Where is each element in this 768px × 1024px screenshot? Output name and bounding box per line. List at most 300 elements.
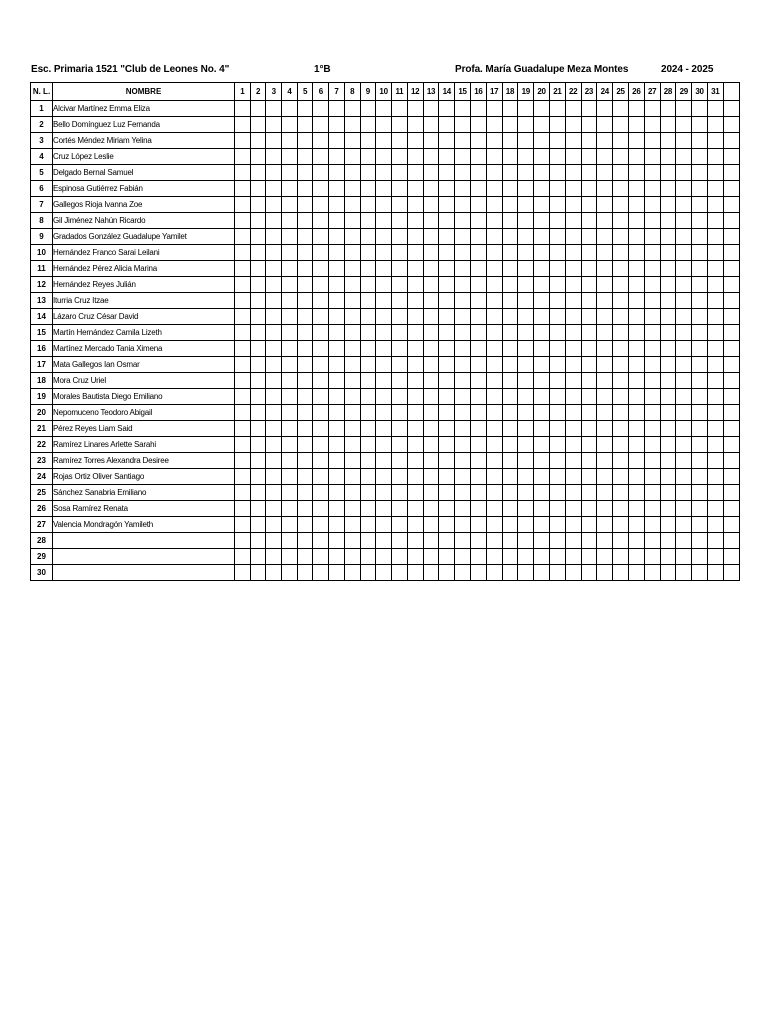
attendance-cell[interactable] xyxy=(313,245,329,261)
attendance-cell[interactable] xyxy=(455,277,471,293)
attendance-cell[interactable] xyxy=(250,549,266,565)
attendance-cell[interactable] xyxy=(597,133,613,149)
attendance-cell[interactable] xyxy=(455,309,471,325)
attendance-cell[interactable] xyxy=(470,565,486,581)
attendance-cell[interactable] xyxy=(676,533,692,549)
attendance-cell[interactable] xyxy=(676,341,692,357)
attendance-cell[interactable] xyxy=(376,165,392,181)
attendance-cell[interactable] xyxy=(235,133,251,149)
attendance-cell[interactable] xyxy=(565,517,581,533)
attendance-cell[interactable] xyxy=(439,517,455,533)
attendance-cell[interactable] xyxy=(518,277,534,293)
attendance-cell[interactable] xyxy=(628,309,644,325)
attendance-cell[interactable] xyxy=(250,469,266,485)
attendance-cell[interactable] xyxy=(250,133,266,149)
attendance-cell[interactable] xyxy=(266,533,282,549)
attendance-cell[interactable] xyxy=(360,421,376,437)
attendance-cell[interactable] xyxy=(439,549,455,565)
attendance-cell[interactable] xyxy=(723,469,739,485)
attendance-cell[interactable] xyxy=(344,149,360,165)
attendance-cell[interactable] xyxy=(565,373,581,389)
attendance-cell[interactable] xyxy=(407,533,423,549)
attendance-cell[interactable] xyxy=(692,549,708,565)
attendance-cell[interactable] xyxy=(597,197,613,213)
attendance-cell[interactable] xyxy=(534,293,550,309)
attendance-cell[interactable] xyxy=(470,149,486,165)
attendance-cell[interactable] xyxy=(360,261,376,277)
attendance-cell[interactable] xyxy=(329,149,345,165)
attendance-cell[interactable] xyxy=(723,309,739,325)
attendance-cell[interactable] xyxy=(660,277,676,293)
attendance-cell[interactable] xyxy=(455,405,471,421)
attendance-cell[interactable] xyxy=(692,357,708,373)
attendance-cell[interactable] xyxy=(692,117,708,133)
attendance-cell[interactable] xyxy=(565,341,581,357)
attendance-cell[interactable] xyxy=(534,117,550,133)
attendance-cell[interactable] xyxy=(644,277,660,293)
attendance-cell[interactable] xyxy=(266,101,282,117)
attendance-cell[interactable] xyxy=(455,149,471,165)
attendance-cell[interactable] xyxy=(692,165,708,181)
attendance-cell[interactable] xyxy=(376,485,392,501)
student-name[interactable]: Cortés Méndez Miriam Yelina xyxy=(53,133,235,149)
attendance-cell[interactable] xyxy=(344,293,360,309)
attendance-cell[interactable] xyxy=(250,533,266,549)
attendance-cell[interactable] xyxy=(549,453,565,469)
attendance-cell[interactable] xyxy=(282,133,298,149)
attendance-cell[interactable] xyxy=(581,133,597,149)
attendance-cell[interactable] xyxy=(676,101,692,117)
attendance-cell[interactable] xyxy=(518,533,534,549)
attendance-cell[interactable] xyxy=(344,341,360,357)
attendance-cell[interactable] xyxy=(376,197,392,213)
attendance-cell[interactable] xyxy=(581,341,597,357)
attendance-cell[interactable] xyxy=(613,549,629,565)
attendance-cell[interactable] xyxy=(707,501,723,517)
attendance-cell[interactable] xyxy=(297,341,313,357)
attendance-cell[interactable] xyxy=(329,501,345,517)
attendance-cell[interactable] xyxy=(660,517,676,533)
attendance-cell[interactable] xyxy=(692,405,708,421)
attendance-cell[interactable] xyxy=(455,165,471,181)
attendance-cell[interactable] xyxy=(676,277,692,293)
attendance-cell[interactable] xyxy=(613,533,629,549)
attendance-cell[interactable] xyxy=(376,133,392,149)
attendance-cell[interactable] xyxy=(660,357,676,373)
attendance-cell[interactable] xyxy=(266,501,282,517)
attendance-cell[interactable] xyxy=(391,101,407,117)
attendance-cell[interactable] xyxy=(250,565,266,581)
attendance-cell[interactable] xyxy=(470,277,486,293)
attendance-cell[interactable] xyxy=(707,469,723,485)
attendance-cell[interactable] xyxy=(692,149,708,165)
attendance-cell[interactable] xyxy=(518,245,534,261)
attendance-cell[interactable] xyxy=(313,437,329,453)
attendance-cell[interactable] xyxy=(692,197,708,213)
attendance-cell[interactable] xyxy=(549,197,565,213)
attendance-cell[interactable] xyxy=(549,181,565,197)
attendance-cell[interactable] xyxy=(597,565,613,581)
attendance-cell[interactable] xyxy=(486,165,502,181)
attendance-cell[interactable] xyxy=(391,181,407,197)
attendance-cell[interactable] xyxy=(313,501,329,517)
attendance-cell[interactable] xyxy=(250,453,266,469)
attendance-cell[interactable] xyxy=(407,389,423,405)
attendance-cell[interactable] xyxy=(581,469,597,485)
attendance-cell[interactable] xyxy=(470,421,486,437)
attendance-cell[interactable] xyxy=(282,229,298,245)
attendance-cell[interactable] xyxy=(723,245,739,261)
attendance-cell[interactable] xyxy=(297,389,313,405)
attendance-cell[interactable] xyxy=(707,565,723,581)
attendance-cell[interactable] xyxy=(329,405,345,421)
attendance-cell[interactable] xyxy=(344,485,360,501)
attendance-cell[interactable] xyxy=(581,533,597,549)
attendance-cell[interactable] xyxy=(250,197,266,213)
attendance-cell[interactable] xyxy=(628,357,644,373)
attendance-cell[interactable] xyxy=(391,453,407,469)
attendance-cell[interactable] xyxy=(486,293,502,309)
attendance-cell[interactable] xyxy=(235,533,251,549)
attendance-cell[interactable] xyxy=(313,165,329,181)
attendance-cell[interactable] xyxy=(313,421,329,437)
student-name[interactable]: Gil Jiménez Nahún Ricardo xyxy=(53,213,235,229)
attendance-cell[interactable] xyxy=(581,325,597,341)
attendance-cell[interactable] xyxy=(549,533,565,549)
attendance-cell[interactable] xyxy=(707,149,723,165)
attendance-cell[interactable] xyxy=(329,309,345,325)
attendance-cell[interactable] xyxy=(565,181,581,197)
attendance-cell[interactable] xyxy=(297,229,313,245)
attendance-cell[interactable] xyxy=(439,229,455,245)
attendance-cell[interactable] xyxy=(518,357,534,373)
attendance-cell[interactable] xyxy=(613,277,629,293)
attendance-cell[interactable] xyxy=(707,549,723,565)
attendance-cell[interactable] xyxy=(486,213,502,229)
attendance-cell[interactable] xyxy=(644,341,660,357)
student-name[interactable]: Hernández Pérez Alicia Marina xyxy=(53,261,235,277)
attendance-cell[interactable] xyxy=(329,277,345,293)
attendance-cell[interactable] xyxy=(344,325,360,341)
attendance-cell[interactable] xyxy=(723,517,739,533)
attendance-cell[interactable] xyxy=(628,517,644,533)
attendance-cell[interactable] xyxy=(455,245,471,261)
attendance-cell[interactable] xyxy=(250,293,266,309)
attendance-cell[interactable] xyxy=(360,501,376,517)
attendance-cell[interactable] xyxy=(235,165,251,181)
attendance-cell[interactable] xyxy=(455,181,471,197)
attendance-cell[interactable] xyxy=(313,261,329,277)
attendance-cell[interactable] xyxy=(692,277,708,293)
attendance-cell[interactable] xyxy=(266,197,282,213)
attendance-cell[interactable] xyxy=(423,277,439,293)
attendance-cell[interactable] xyxy=(235,565,251,581)
attendance-cell[interactable] xyxy=(565,101,581,117)
attendance-cell[interactable] xyxy=(613,133,629,149)
attendance-cell[interactable] xyxy=(723,421,739,437)
attendance-cell[interactable] xyxy=(534,261,550,277)
attendance-cell[interactable] xyxy=(486,421,502,437)
attendance-cell[interactable] xyxy=(376,341,392,357)
attendance-cell[interactable] xyxy=(470,533,486,549)
attendance-cell[interactable] xyxy=(470,261,486,277)
attendance-cell[interactable] xyxy=(282,469,298,485)
attendance-cell[interactable] xyxy=(644,293,660,309)
attendance-cell[interactable] xyxy=(723,213,739,229)
attendance-cell[interactable] xyxy=(628,469,644,485)
attendance-cell[interactable] xyxy=(660,373,676,389)
attendance-cell[interactable] xyxy=(423,229,439,245)
attendance-cell[interactable] xyxy=(376,325,392,341)
attendance-cell[interactable] xyxy=(297,469,313,485)
attendance-cell[interactable] xyxy=(707,117,723,133)
attendance-cell[interactable] xyxy=(391,485,407,501)
attendance-cell[interactable] xyxy=(407,309,423,325)
attendance-cell[interactable] xyxy=(613,485,629,501)
attendance-cell[interactable] xyxy=(439,373,455,389)
attendance-cell[interactable] xyxy=(282,309,298,325)
student-name[interactable]: Bello Domínguez Luz Fernanda xyxy=(53,117,235,133)
attendance-cell[interactable] xyxy=(534,565,550,581)
attendance-cell[interactable] xyxy=(297,293,313,309)
attendance-cell[interactable] xyxy=(391,389,407,405)
attendance-cell[interactable] xyxy=(439,213,455,229)
attendance-cell[interactable] xyxy=(360,565,376,581)
attendance-cell[interactable] xyxy=(692,293,708,309)
attendance-cell[interactable] xyxy=(534,485,550,501)
attendance-cell[interactable] xyxy=(313,277,329,293)
attendance-cell[interactable] xyxy=(613,309,629,325)
attendance-cell[interactable] xyxy=(534,341,550,357)
attendance-cell[interactable] xyxy=(581,245,597,261)
attendance-cell[interactable] xyxy=(235,229,251,245)
attendance-cell[interactable] xyxy=(423,165,439,181)
attendance-cell[interactable] xyxy=(282,181,298,197)
attendance-cell[interactable] xyxy=(723,165,739,181)
attendance-cell[interactable] xyxy=(565,229,581,245)
attendance-cell[interactable] xyxy=(376,501,392,517)
attendance-cell[interactable] xyxy=(470,117,486,133)
attendance-cell[interactable] xyxy=(344,357,360,373)
attendance-cell[interactable] xyxy=(376,533,392,549)
attendance-cell[interactable] xyxy=(628,485,644,501)
attendance-cell[interactable] xyxy=(486,453,502,469)
attendance-cell[interactable] xyxy=(723,549,739,565)
attendance-cell[interactable] xyxy=(344,549,360,565)
attendance-cell[interactable] xyxy=(470,405,486,421)
attendance-cell[interactable] xyxy=(723,149,739,165)
student-name[interactable]: Sosa Ramírez Renata xyxy=(53,501,235,517)
attendance-cell[interactable] xyxy=(628,341,644,357)
attendance-cell[interactable] xyxy=(297,165,313,181)
attendance-cell[interactable] xyxy=(707,261,723,277)
attendance-cell[interactable] xyxy=(455,357,471,373)
attendance-cell[interactable] xyxy=(282,389,298,405)
attendance-cell[interactable] xyxy=(660,421,676,437)
attendance-cell[interactable] xyxy=(644,533,660,549)
attendance-cell[interactable] xyxy=(660,165,676,181)
attendance-cell[interactable] xyxy=(518,549,534,565)
attendance-cell[interactable] xyxy=(707,293,723,309)
attendance-cell[interactable] xyxy=(707,517,723,533)
attendance-cell[interactable] xyxy=(581,101,597,117)
attendance-cell[interactable] xyxy=(266,229,282,245)
attendance-cell[interactable] xyxy=(692,437,708,453)
attendance-cell[interactable] xyxy=(391,501,407,517)
attendance-cell[interactable] xyxy=(581,213,597,229)
attendance-cell[interactable] xyxy=(235,469,251,485)
attendance-cell[interactable] xyxy=(613,501,629,517)
attendance-cell[interactable] xyxy=(676,325,692,341)
attendance-cell[interactable] xyxy=(692,469,708,485)
attendance-cell[interactable] xyxy=(613,197,629,213)
attendance-cell[interactable] xyxy=(565,405,581,421)
attendance-cell[interactable] xyxy=(613,389,629,405)
attendance-cell[interactable] xyxy=(597,549,613,565)
attendance-cell[interactable] xyxy=(439,389,455,405)
attendance-cell[interactable] xyxy=(676,229,692,245)
attendance-cell[interactable] xyxy=(282,549,298,565)
attendance-cell[interactable] xyxy=(518,437,534,453)
attendance-cell[interactable] xyxy=(313,133,329,149)
attendance-cell[interactable] xyxy=(313,469,329,485)
attendance-cell[interactable] xyxy=(644,309,660,325)
attendance-cell[interactable] xyxy=(313,485,329,501)
attendance-cell[interactable] xyxy=(628,437,644,453)
attendance-cell[interactable] xyxy=(597,293,613,309)
attendance-cell[interactable] xyxy=(313,389,329,405)
student-name[interactable]: Morales Bautista Diego Emiliano xyxy=(53,389,235,405)
attendance-cell[interactable] xyxy=(597,437,613,453)
attendance-cell[interactable] xyxy=(470,229,486,245)
attendance-cell[interactable] xyxy=(597,277,613,293)
attendance-cell[interactable] xyxy=(707,325,723,341)
attendance-cell[interactable] xyxy=(282,293,298,309)
attendance-cell[interactable] xyxy=(549,405,565,421)
attendance-cell[interactable] xyxy=(613,293,629,309)
attendance-cell[interactable] xyxy=(470,325,486,341)
attendance-cell[interactable] xyxy=(455,261,471,277)
attendance-cell[interactable] xyxy=(250,405,266,421)
attendance-cell[interactable] xyxy=(250,501,266,517)
attendance-cell[interactable] xyxy=(581,293,597,309)
attendance-cell[interactable] xyxy=(407,197,423,213)
attendance-cell[interactable] xyxy=(455,453,471,469)
attendance-cell[interactable] xyxy=(313,309,329,325)
attendance-cell[interactable] xyxy=(297,501,313,517)
attendance-cell[interactable] xyxy=(297,325,313,341)
attendance-cell[interactable] xyxy=(344,517,360,533)
attendance-cell[interactable] xyxy=(534,181,550,197)
attendance-cell[interactable] xyxy=(360,277,376,293)
attendance-cell[interactable] xyxy=(423,357,439,373)
attendance-cell[interactable] xyxy=(692,453,708,469)
attendance-cell[interactable] xyxy=(676,389,692,405)
attendance-cell[interactable] xyxy=(518,405,534,421)
student-name[interactable]: Rojas Ortiz Oliver Santiago xyxy=(53,469,235,485)
attendance-cell[interactable] xyxy=(723,389,739,405)
attendance-cell[interactable] xyxy=(597,181,613,197)
attendance-cell[interactable] xyxy=(502,501,518,517)
attendance-cell[interactable] xyxy=(360,293,376,309)
attendance-cell[interactable] xyxy=(581,149,597,165)
attendance-cell[interactable] xyxy=(549,293,565,309)
attendance-cell[interactable] xyxy=(391,421,407,437)
attendance-cell[interactable] xyxy=(407,213,423,229)
attendance-cell[interactable] xyxy=(423,341,439,357)
attendance-cell[interactable] xyxy=(455,133,471,149)
attendance-cell[interactable] xyxy=(470,373,486,389)
attendance-cell[interactable] xyxy=(597,357,613,373)
attendance-cell[interactable] xyxy=(455,421,471,437)
attendance-cell[interactable] xyxy=(692,421,708,437)
attendance-cell[interactable] xyxy=(723,261,739,277)
attendance-cell[interactable] xyxy=(723,229,739,245)
attendance-cell[interactable] xyxy=(692,341,708,357)
attendance-cell[interactable] xyxy=(391,133,407,149)
attendance-cell[interactable] xyxy=(407,117,423,133)
attendance-cell[interactable] xyxy=(391,213,407,229)
attendance-cell[interactable] xyxy=(660,117,676,133)
attendance-cell[interactable] xyxy=(644,453,660,469)
student-name[interactable]: Gallegos Rioja Ivanna Zoe xyxy=(53,197,235,213)
attendance-cell[interactable] xyxy=(360,213,376,229)
attendance-cell[interactable] xyxy=(549,325,565,341)
attendance-cell[interactable] xyxy=(692,325,708,341)
attendance-cell[interactable] xyxy=(486,533,502,549)
attendance-cell[interactable] xyxy=(549,149,565,165)
attendance-cell[interactable] xyxy=(565,213,581,229)
attendance-cell[interactable] xyxy=(565,293,581,309)
attendance-cell[interactable] xyxy=(439,565,455,581)
attendance-cell[interactable] xyxy=(391,165,407,181)
attendance-cell[interactable] xyxy=(282,501,298,517)
attendance-cell[interactable] xyxy=(534,549,550,565)
attendance-cell[interactable] xyxy=(423,485,439,501)
attendance-cell[interactable] xyxy=(344,213,360,229)
attendance-cell[interactable] xyxy=(407,261,423,277)
attendance-cell[interactable] xyxy=(407,565,423,581)
attendance-cell[interactable] xyxy=(676,165,692,181)
attendance-cell[interactable] xyxy=(613,261,629,277)
attendance-cell[interactable] xyxy=(628,373,644,389)
attendance-cell[interactable] xyxy=(597,213,613,229)
attendance-cell[interactable] xyxy=(518,213,534,229)
attendance-cell[interactable] xyxy=(266,437,282,453)
attendance-cell[interactable] xyxy=(344,117,360,133)
attendance-cell[interactable] xyxy=(644,549,660,565)
attendance-cell[interactable] xyxy=(613,245,629,261)
attendance-cell[interactable] xyxy=(502,549,518,565)
attendance-cell[interactable] xyxy=(282,421,298,437)
attendance-cell[interactable] xyxy=(502,373,518,389)
attendance-cell[interactable] xyxy=(470,197,486,213)
attendance-cell[interactable] xyxy=(534,533,550,549)
attendance-cell[interactable] xyxy=(297,533,313,549)
attendance-cell[interactable] xyxy=(597,261,613,277)
attendance-cell[interactable] xyxy=(344,181,360,197)
attendance-cell[interactable] xyxy=(235,373,251,389)
student-name[interactable]: Cruz López Leslie xyxy=(53,149,235,165)
attendance-cell[interactable] xyxy=(439,325,455,341)
attendance-cell[interactable] xyxy=(376,245,392,261)
attendance-cell[interactable] xyxy=(423,421,439,437)
attendance-cell[interactable] xyxy=(266,549,282,565)
attendance-cell[interactable] xyxy=(518,101,534,117)
attendance-cell[interactable] xyxy=(455,517,471,533)
attendance-cell[interactable] xyxy=(423,197,439,213)
attendance-cell[interactable] xyxy=(344,197,360,213)
